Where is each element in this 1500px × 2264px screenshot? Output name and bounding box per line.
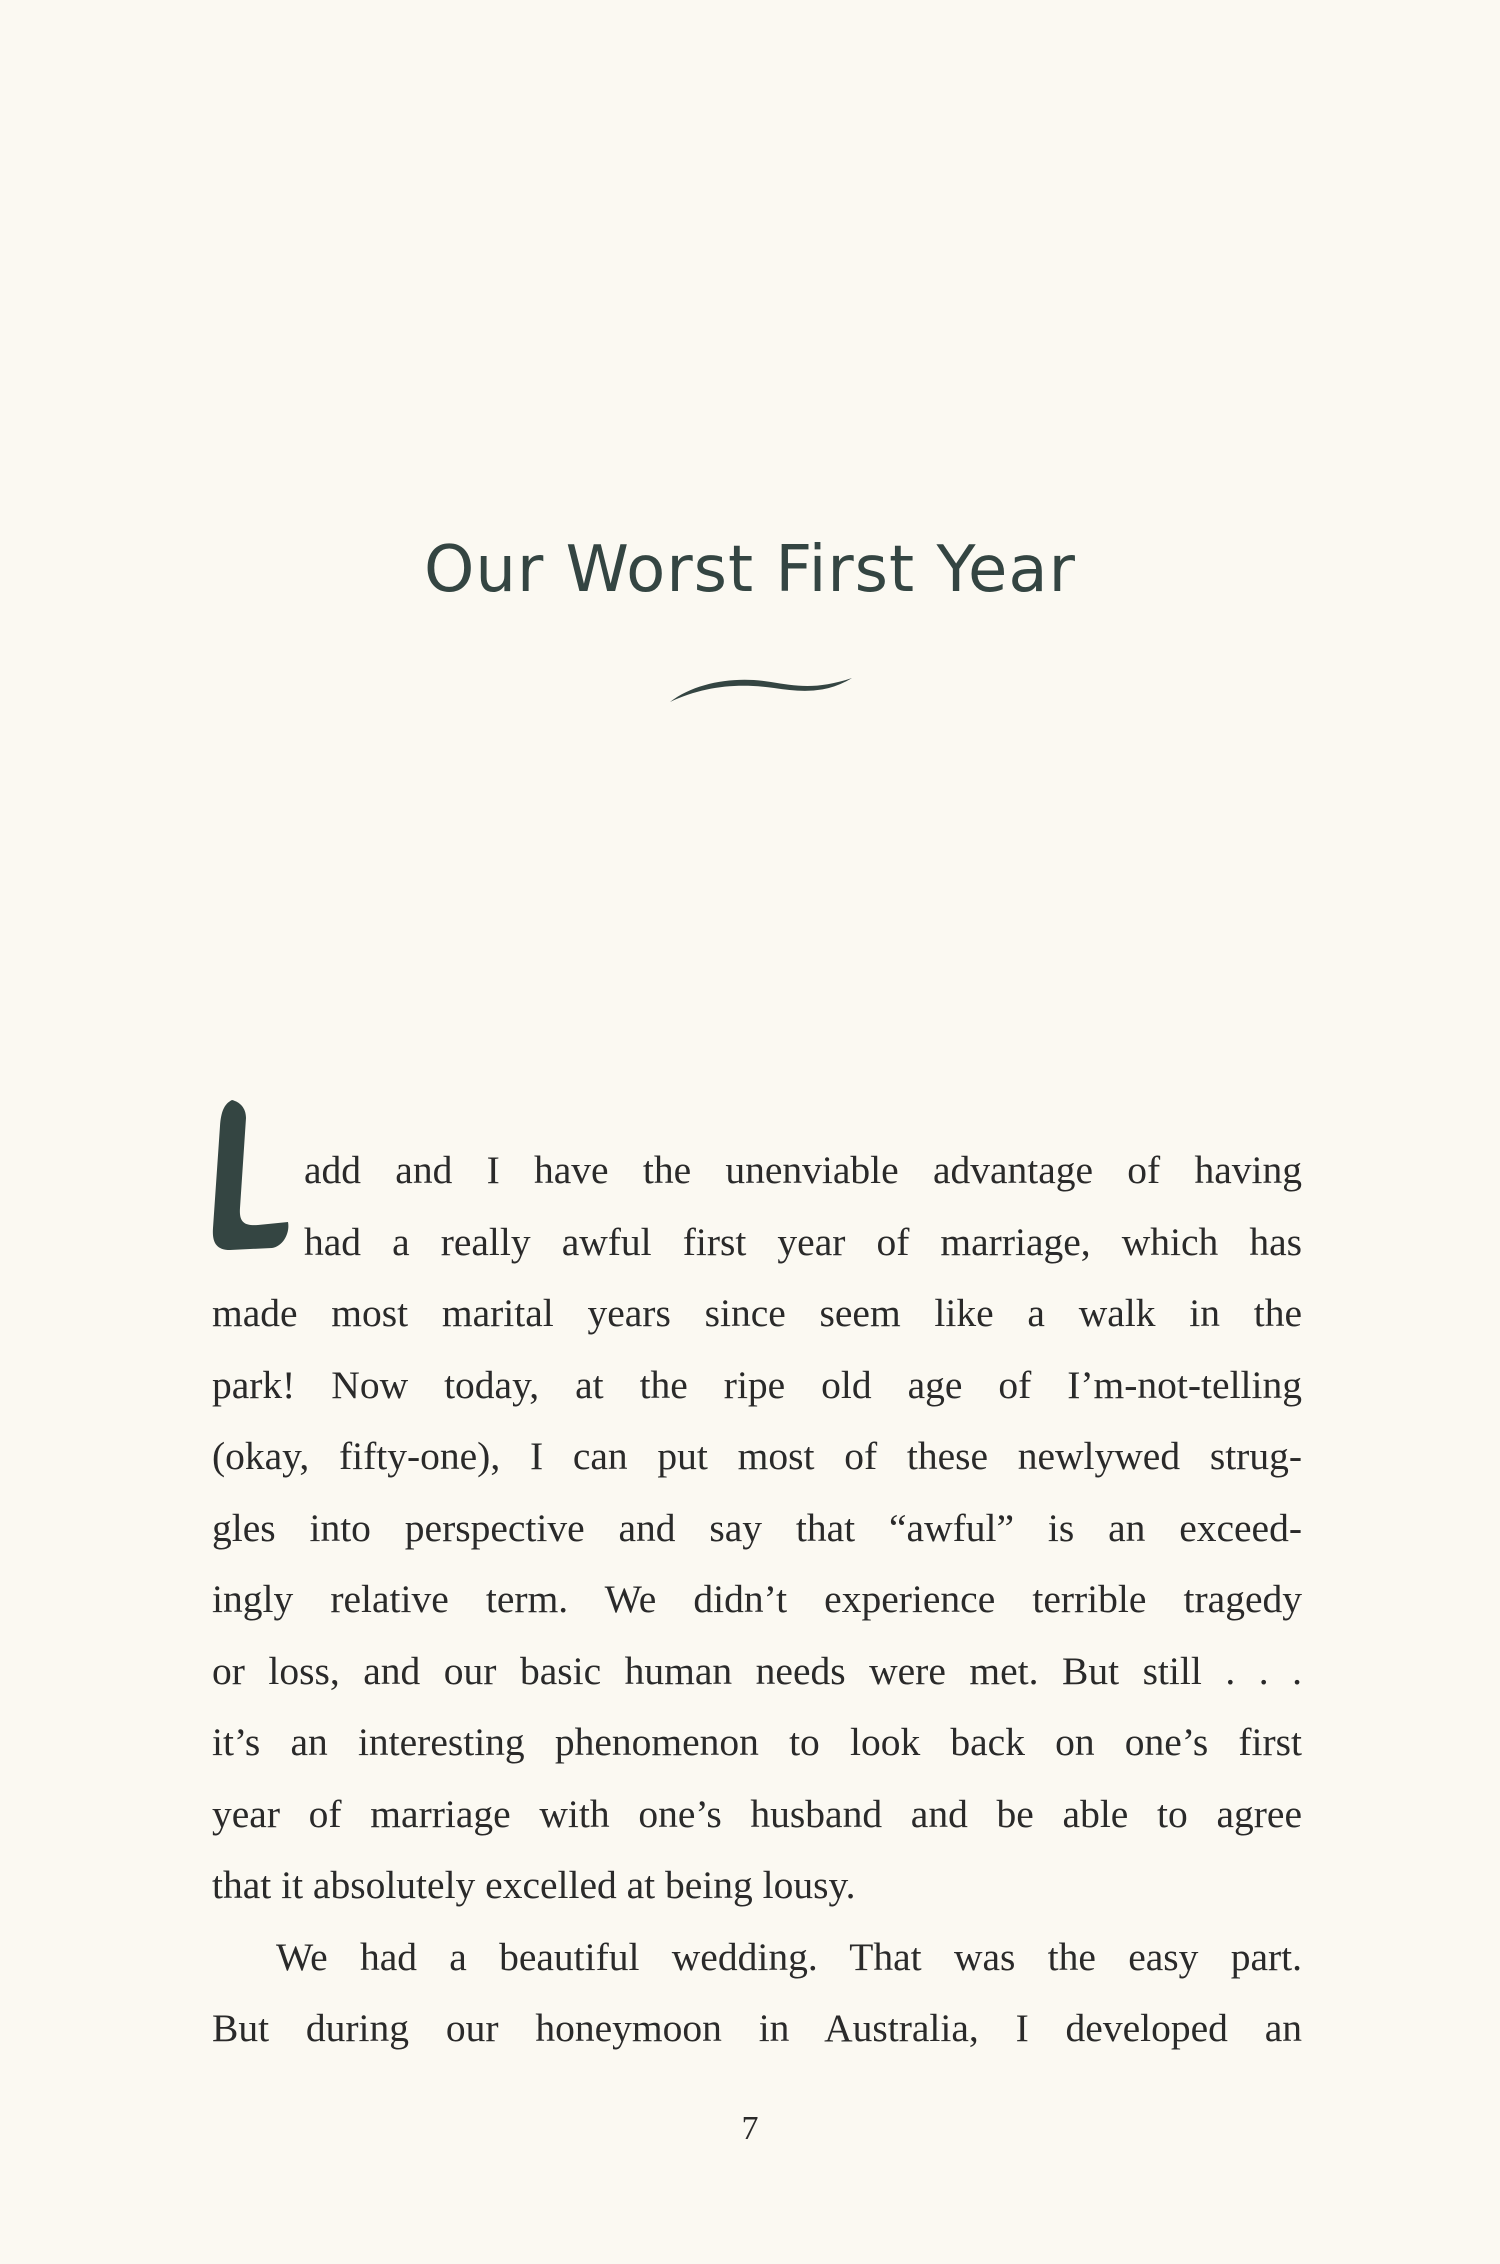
text-line: add and I have the unenviable advantage of having	[304, 1148, 1302, 1192]
text-line: gles into perspective and say that “awful” is an exceed-	[212, 1505, 1302, 1550]
text-line: year of marriage with one’s husband and be able to agree	[212, 1791, 1302, 1836]
chapter-title: Our Worst First Year	[424, 533, 1076, 607]
text-line: or loss, and our basic human needs were met. But still . . .	[212, 1648, 1302, 1693]
title-swash-ornament	[666, 668, 856, 708]
drop-cap-text: L	[210, 1098, 211, 1099]
text-line: it’s an interesting phenomenon to look back on one’s first	[212, 1720, 1302, 1764]
text-line: had a really awful first year of marriage, which has	[304, 1219, 1302, 1264]
text-line: made most marital years since seem like a walk in the	[212, 1291, 1302, 1335]
text-line: We had a beautiful wedding. That was the easy part.	[276, 1934, 1302, 1979]
text-line: park! Now today, at the ripe old age of I’m-not-telling	[212, 1362, 1302, 1407]
chapter-body-text	[212, 1135, 1302, 2065]
page-number: 7	[741, 2110, 759, 2147]
text-line: (okay, fifty-one), I can put most of these newlywed strug-	[212, 1434, 1302, 1478]
text-line: ingly relative term. We didn’t experience terrible tragedy	[212, 1577, 1302, 1621]
text-line: But during our honeymoon in Australia, I developed an	[212, 2006, 1302, 2050]
text-line: that it absolutely excelled at being lousy.	[212, 1863, 856, 1907]
